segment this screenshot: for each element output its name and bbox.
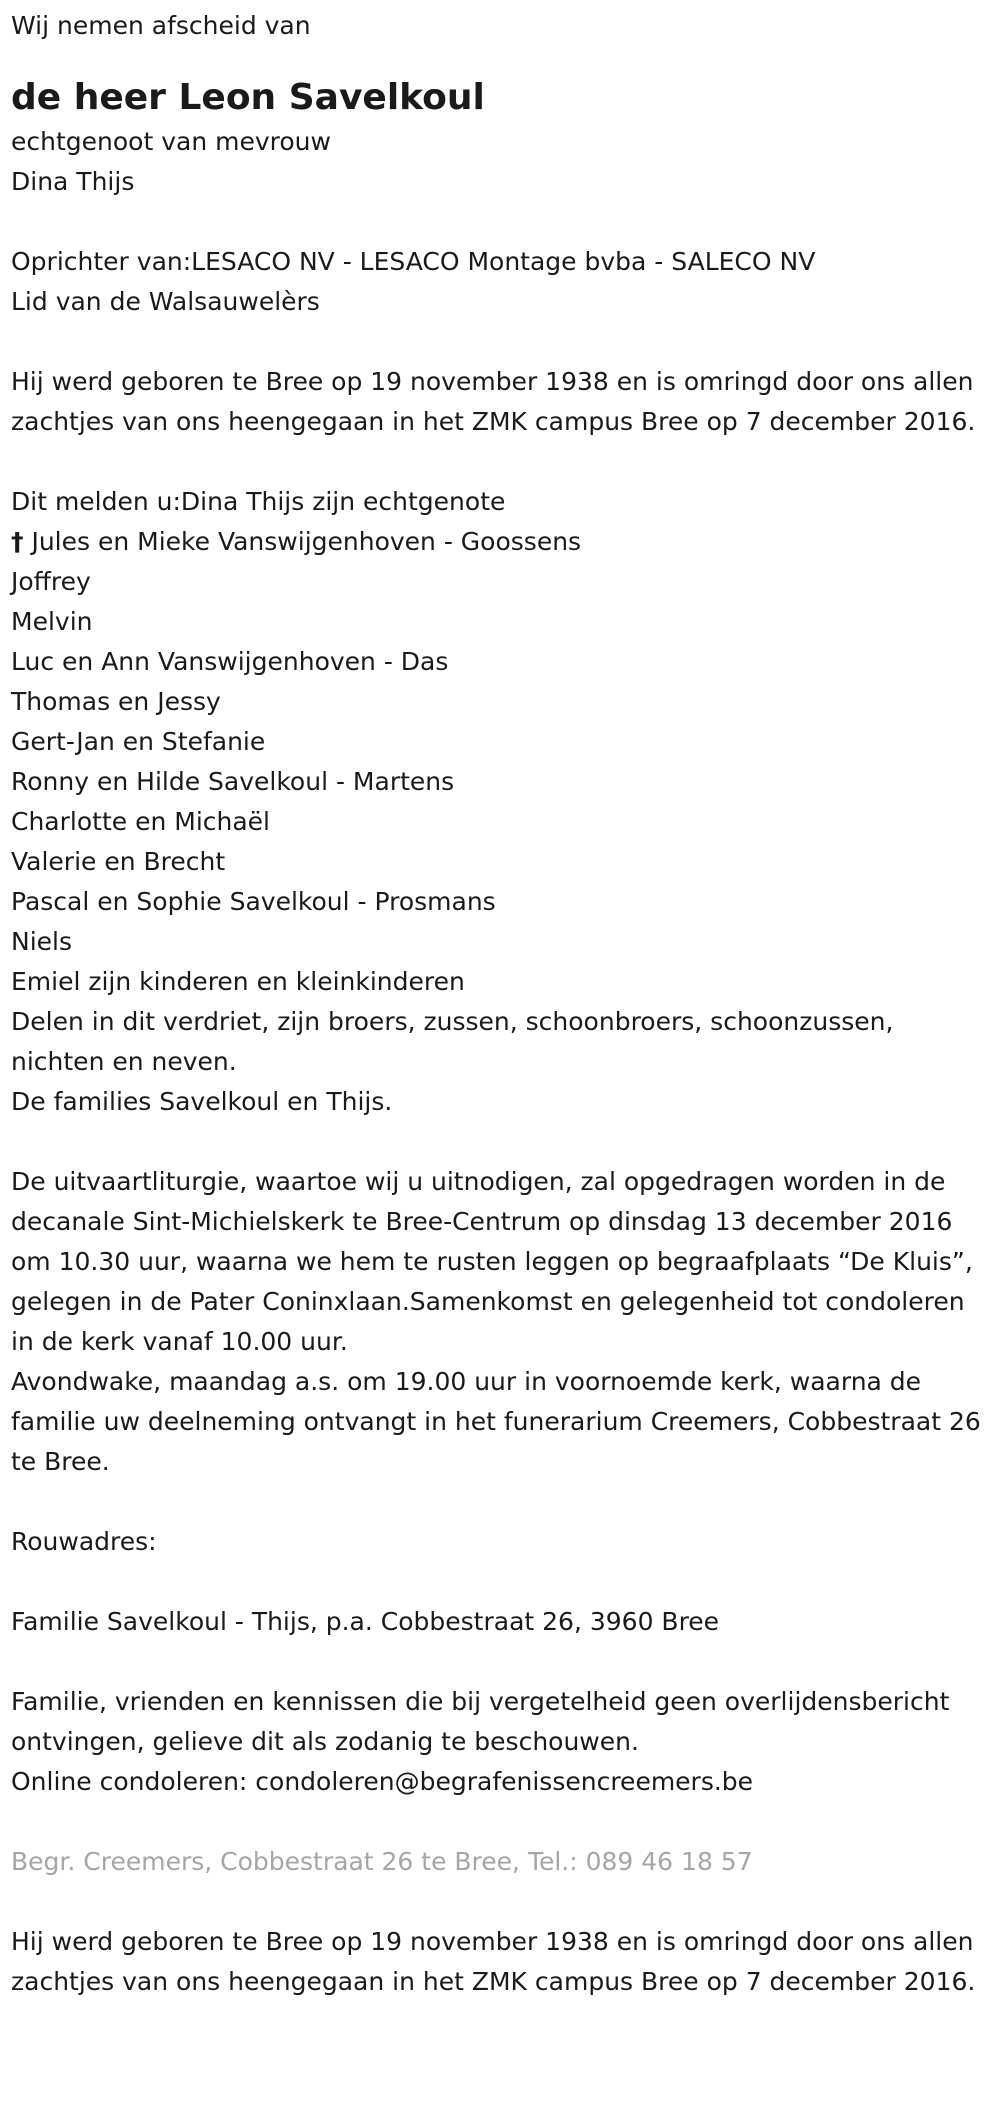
family-list-item: Joffrey	[11, 567, 91, 596]
family-list-item	[11, 522, 989, 562]
family-list-item: Pascal en Sophie Savelkoul - Prosmans	[11, 887, 496, 916]
spacer	[11, 1802, 989, 1842]
spacer	[11, 442, 989, 482]
online-condolence: Online condoleren: condoleren@begrafenissencreemers.be	[11, 1767, 754, 1796]
spacer	[11, 1562, 989, 1602]
wake-paragraph: Avondwake, maandag a.s. om 19.00 uur in voornoemde kerk, waarna de familie uw deelneming ontvangt in het funerarium Creemers, Cobbestraat 26 te Bree.	[11, 1367, 981, 1476]
intro-text: Wij nemen afscheid van	[11, 11, 311, 40]
spacer	[11, 1642, 989, 1682]
family-list-item: Charlotte en Michaël	[11, 807, 270, 836]
family-list-item: Niels	[11, 927, 72, 956]
family-list-item: Emiel zijn kinderen en kleinkinderen	[11, 967, 465, 996]
families-line: De families Savelkoul en Thijs.	[11, 1087, 393, 1116]
mourning-address-label: Rouwadres:	[11, 1527, 157, 1556]
announcers-intro: Dit melden u:Dina Thijs zijn echtgenote	[11, 487, 506, 516]
family-list-item: Luc en Ann Vanswijgenhoven - Das	[11, 647, 449, 676]
family-list-item: Gert-Jan en Stefanie	[11, 727, 266, 756]
family-list-item: Melvin	[11, 607, 93, 636]
cross-icon: †	[11, 527, 24, 556]
spacer	[11, 1882, 989, 1922]
family-member: Jules en Mieke Vanswijgenhoven - Goossens	[31, 527, 582, 556]
spacer	[11, 202, 989, 242]
family-list-item: Ronny en Hilde Savelkoul - Martens	[11, 767, 455, 796]
family-list-item: Thomas en Jessy	[11, 687, 221, 716]
notice-paragraph: Familie, vrienden en kennissen die bij vergetelheid geen overlijdensbericht ontvingen, gelieve dit als zodanig te beschouwen.	[11, 1687, 950, 1756]
spacer	[11, 1482, 989, 1522]
birth-paragraph: Hij werd geboren te Bree op 19 november 1938 en is omringd door ons allen zachtjes van ons heengegaan in het ZMK campus Bree op 7 december 2016.	[11, 367, 976, 436]
sharing-text: Delen in dit verdriet, zijn broers, zussen, schoonbroers, schoonzussen, nichten en neven.	[11, 1007, 894, 1076]
spacer	[11, 322, 989, 362]
member-line: Lid van de Walsauwelèrs	[11, 287, 320, 316]
spouse-line: echtgenoot van mevrouw	[11, 127, 331, 156]
mourning-address: Familie Savelkoul - Thijs, p.a. Cobbestraat 26, 3960 Bree	[11, 1607, 720, 1636]
liturgy-paragraph: De uitvaartliturgie, waartoe wij u uitnodigen, zal opgedragen worden in de decanale Sint-Michielskerk te Bree-Centrum op dinsdag 13 december 2016 om 10.30 uur, waarna we hem te rusten leggen op begraafplaats “De Kluis”, gelegen in de Pater Coninxlaan.Samenkomst en gelegenheid tot condoleren in de kerk vanaf 10.00 uur.	[11, 1167, 973, 1356]
undertaker-info: Begr. Creemers, Cobbestraat 26 te Bree, Tel.: 089 46 18 57	[11, 1847, 753, 1876]
founder-line: Oprichter van:LESACO NV - LESACO Montage bvba - SALECO NV	[11, 247, 816, 276]
deceased-name: de heer Leon Savelkoul	[11, 77, 485, 118]
family-list-item: Valerie en Brecht	[11, 847, 226, 876]
spouse-name: Dina Thijs	[11, 167, 135, 196]
spacer	[11, 1122, 989, 1162]
birth-paragraph-repeat: Hij werd geboren te Bree op 19 november 1938 en is omringd door ons allen zachtjes van ons heengegaan in het ZMK campus Bree op 7 december 2016.	[11, 1927, 976, 1996]
